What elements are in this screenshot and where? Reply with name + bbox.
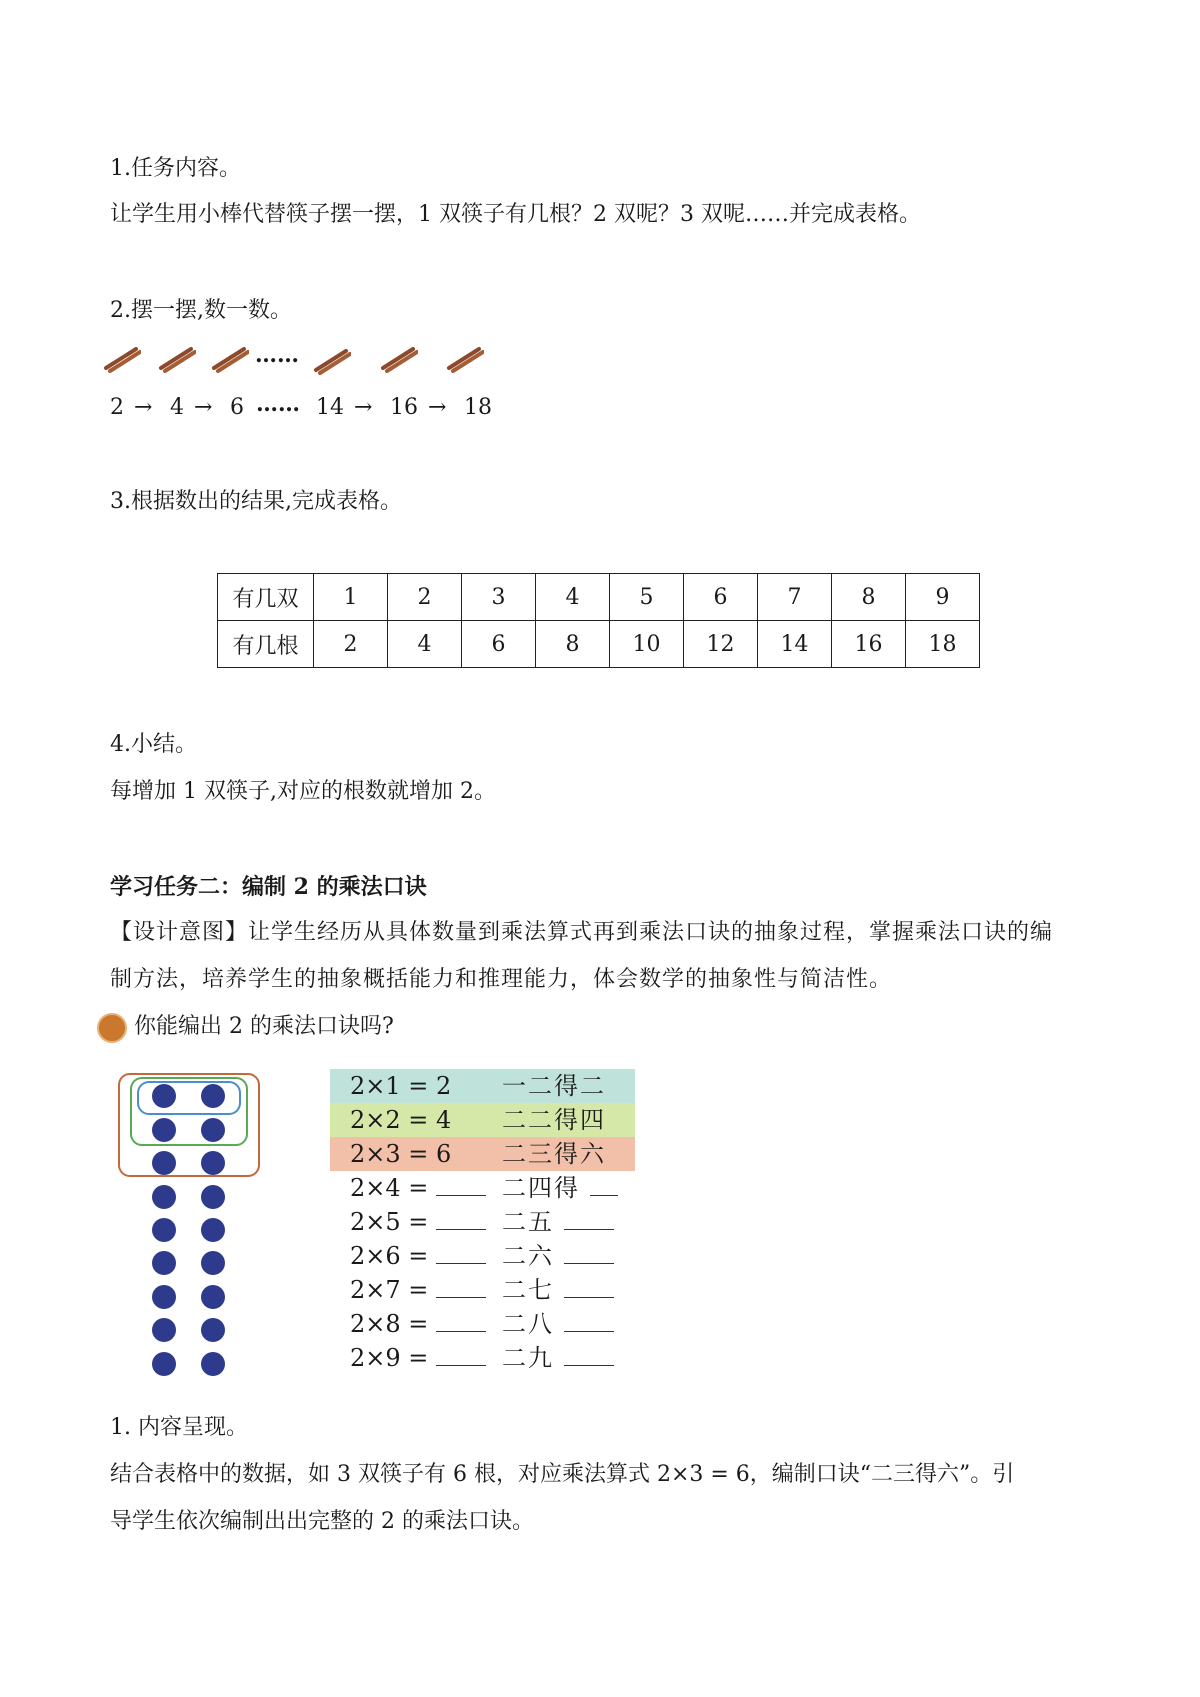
dot bbox=[152, 1251, 176, 1275]
multiplication-equation: 2×8 = bbox=[350, 1310, 429, 1338]
multiplication-equation: 2×2 = 4 bbox=[350, 1106, 452, 1134]
dot bbox=[152, 1151, 176, 1175]
table-row-label: 有几双 bbox=[218, 574, 314, 621]
sequence-number: 16 bbox=[390, 395, 418, 420]
multiplication-row bbox=[330, 1137, 635, 1171]
table-cell: 4 bbox=[536, 574, 610, 621]
answer-blank[interactable] bbox=[436, 1207, 486, 1230]
multiplication-rhyme: 二九 bbox=[502, 1344, 554, 1372]
table-cell: 12 bbox=[684, 621, 758, 668]
chopsticks-icon bbox=[211, 344, 249, 374]
table-cell: 1 bbox=[314, 574, 388, 621]
multiplication-rhyme: 二六 bbox=[502, 1242, 554, 1270]
table-cell: 2 bbox=[314, 621, 388, 668]
dot bbox=[201, 1318, 225, 1342]
dot bbox=[152, 1084, 176, 1108]
table-cell: 8 bbox=[832, 574, 906, 621]
multiplication-rhyme: 一二得二 bbox=[502, 1072, 606, 1100]
task1-heading-table: 3.根据数出的结果,完成表格。 bbox=[110, 489, 402, 514]
table-row-pairs bbox=[218, 574, 980, 621]
answer-blank[interactable] bbox=[564, 1241, 614, 1264]
table-cell: 9 bbox=[906, 574, 980, 621]
table-cell: 3 bbox=[462, 574, 536, 621]
multiplication-equation: 2×9 = bbox=[350, 1344, 429, 1372]
multiplication-equation: 2×4 = bbox=[350, 1174, 429, 1202]
dot bbox=[201, 1118, 225, 1142]
dot bbox=[201, 1185, 225, 1209]
dot bbox=[152, 1352, 176, 1376]
dot bbox=[152, 1185, 176, 1209]
answer-blank[interactable] bbox=[590, 1173, 618, 1196]
design-intent-line2: 制方法，培养学生的抽象概括能力和推理能力，体会数学的抽象性与简洁性。 bbox=[110, 967, 893, 992]
dot bbox=[201, 1084, 225, 1108]
task1-heading-summary: 4.小结。 bbox=[110, 732, 197, 757]
answer-blank[interactable] bbox=[436, 1309, 486, 1332]
task2-text-line2: 导学生依次编制出出完整的 2 的乘法口诀。 bbox=[110, 1509, 534, 1534]
answer-blank[interactable] bbox=[564, 1309, 614, 1332]
sequence-number: 6 bbox=[230, 395, 244, 420]
table-cell: 8 bbox=[536, 621, 610, 668]
task1-heading-arrange: 2.摆一摆,数一数。 bbox=[110, 298, 292, 323]
dot bbox=[201, 1218, 225, 1242]
multiplication-rhyme: 二四得 bbox=[502, 1174, 580, 1202]
answer-blank[interactable] bbox=[436, 1241, 486, 1264]
sequence-number: 2 bbox=[110, 395, 124, 420]
answer-blank[interactable] bbox=[564, 1275, 614, 1298]
multiplication-row bbox=[330, 1103, 635, 1137]
dot bbox=[201, 1285, 225, 1309]
multiplication-row bbox=[330, 1069, 635, 1103]
table-row-sticks bbox=[218, 621, 980, 668]
task2-title: 学习任务二：编制 2 的乘法口诀 bbox=[110, 874, 427, 900]
task2-question: 你能编出 2 的乘法口诀吗? bbox=[134, 1014, 394, 1039]
dot bbox=[152, 1218, 176, 1242]
task1-summary: 每增加 1 双筷子,对应的根数就增加 2。 bbox=[110, 779, 496, 804]
multiplication-row bbox=[330, 1273, 635, 1307]
task1-description: 让学生用小棒代替筷子摆一摆，1 双筷子有几根？2 双呢？3 双呢……并完成表格。 bbox=[110, 202, 921, 227]
bullet-icon bbox=[96, 1012, 128, 1044]
chopsticks-icon bbox=[313, 346, 351, 376]
sequence-arrow: → bbox=[428, 395, 447, 420]
multiplication-equation: 2×1 = 2 bbox=[350, 1072, 452, 1100]
task1-heading-content: 1.任务内容。 bbox=[110, 156, 241, 181]
dot bbox=[152, 1318, 176, 1342]
chopsticks-icon bbox=[380, 344, 418, 374]
multiplication-row bbox=[330, 1171, 635, 1205]
table-cell: 10 bbox=[610, 621, 684, 668]
multiplication-row bbox=[330, 1341, 635, 1375]
answer-blank[interactable] bbox=[436, 1275, 486, 1298]
multiplication-row bbox=[330, 1307, 635, 1341]
table-cell: 6 bbox=[462, 621, 536, 668]
sequence-arrow: → bbox=[134, 395, 153, 420]
dot bbox=[152, 1285, 176, 1309]
answer-blank[interactable] bbox=[436, 1343, 486, 1366]
multiplication-equation: 2×6 = bbox=[350, 1242, 429, 1270]
multiplication-row bbox=[330, 1205, 635, 1239]
table-cell: 16 bbox=[832, 621, 906, 668]
dot bbox=[152, 1118, 176, 1142]
dot bbox=[201, 1151, 225, 1175]
table-cell: 5 bbox=[610, 574, 684, 621]
table-cell: 18 bbox=[906, 621, 980, 668]
dot bbox=[201, 1352, 225, 1376]
multiplication-equation: 2×5 = bbox=[350, 1208, 429, 1236]
sequence-arrow: → bbox=[194, 395, 213, 420]
multiplication-rhyme: 二三得六 bbox=[502, 1140, 606, 1168]
sequence-number: 4 bbox=[170, 395, 184, 420]
sequence-number: 14 bbox=[316, 395, 344, 420]
answer-blank[interactable] bbox=[564, 1207, 614, 1230]
table-cell: 7 bbox=[758, 574, 832, 621]
design-intent-line1: 【设计意图】让学生经历从具体数量到乘法算式再到乘法口诀的抽象过程，掌握乘法口诀的编 bbox=[110, 920, 1054, 945]
sequence-number: 18 bbox=[464, 395, 492, 420]
table-cell: 2 bbox=[388, 574, 462, 621]
chopsticks-icon bbox=[103, 344, 141, 374]
multiplication-rhyme: 二五 bbox=[502, 1208, 554, 1236]
table-cell: 14 bbox=[758, 621, 832, 668]
multiplication-rhyme: 二七 bbox=[502, 1276, 554, 1304]
task2-heading-content: 1. 内容呈现。 bbox=[110, 1415, 248, 1440]
table-cell: 6 bbox=[684, 574, 758, 621]
multiplication-equation: 2×7 = bbox=[350, 1276, 429, 1304]
chopsticks-icon bbox=[446, 344, 484, 374]
multiplication-rhyme: 二二得四 bbox=[502, 1106, 606, 1134]
table-row-label: 有几根 bbox=[218, 621, 314, 668]
answer-blank[interactable] bbox=[436, 1173, 486, 1196]
sequence-ellipsis: …… bbox=[256, 391, 300, 417]
dot bbox=[201, 1251, 225, 1275]
task2-text-line1: 结合表格中的数据，如 3 双筷子有 6 根，对应乘法算式 2×3 = 6，编制口诀“二三得六”。引 bbox=[110, 1462, 1015, 1487]
answer-blank[interactable] bbox=[564, 1343, 614, 1366]
chopsticks-icon bbox=[158, 344, 196, 374]
multiplication-rhyme: 二八 bbox=[502, 1310, 554, 1338]
pairs-sticks-table bbox=[217, 573, 980, 668]
sticks-ellipsis: …… bbox=[255, 342, 299, 368]
multiplication-equation: 2×3 = 6 bbox=[350, 1140, 452, 1168]
sequence-arrow: → bbox=[354, 395, 373, 420]
table-cell: 4 bbox=[388, 621, 462, 668]
multiplication-row bbox=[330, 1239, 635, 1273]
